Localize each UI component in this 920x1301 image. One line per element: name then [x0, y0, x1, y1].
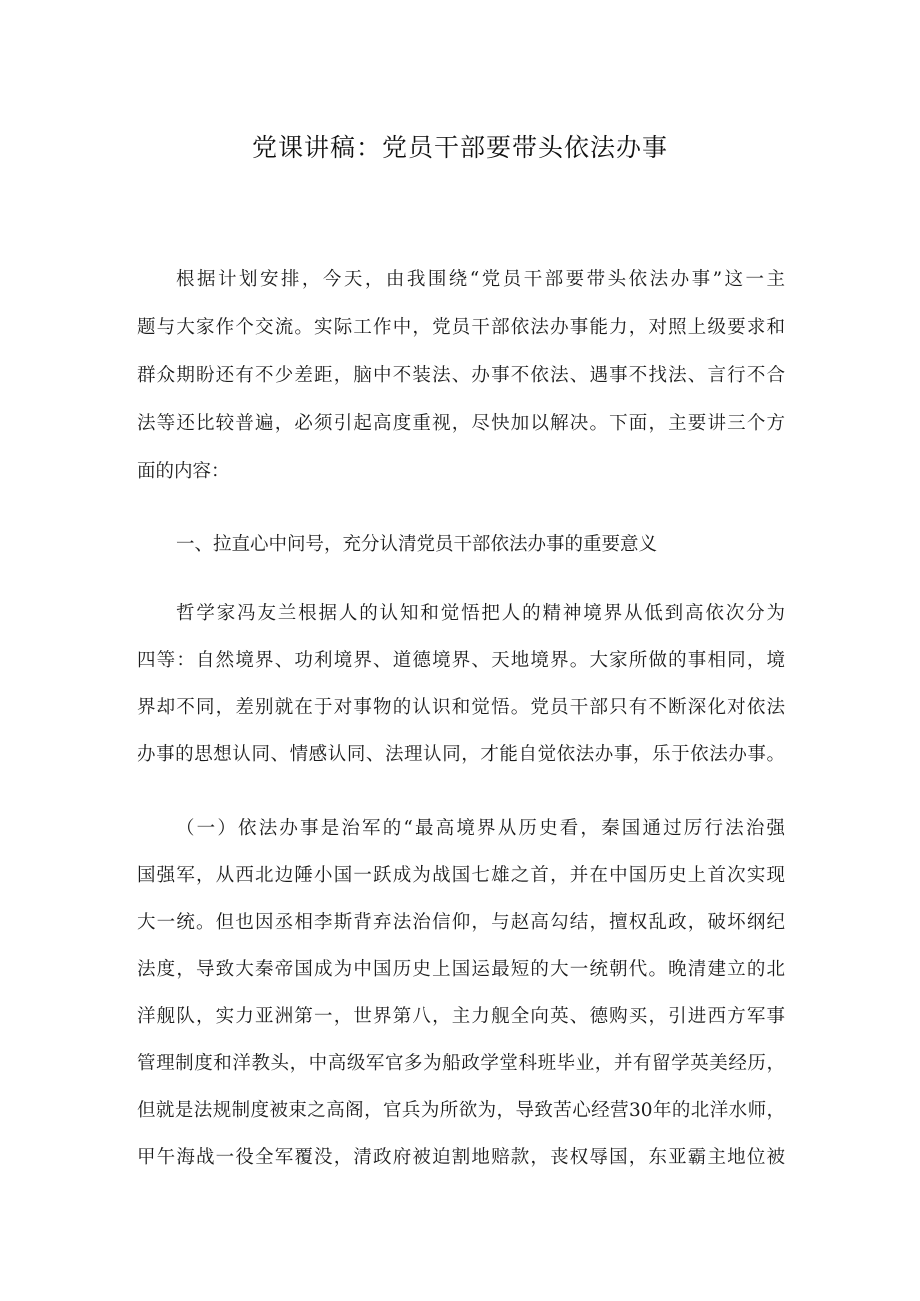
text-line: 根据计划安排，今天，由我围绕“党员干部要带头依法办事”这一主 [176, 269, 785, 290]
text-line: 但就是法规制度被束之高阁，官兵为所欲为，导致苦心经营30年的北洋水师， [137, 1100, 785, 1121]
text-line: 大一统。但也因丞相李斯背弃法治信仰，与赵高勾结，擅权乱政，破坏纲纪 [137, 912, 785, 933]
text-line: 群众期盼还有不少差距，脑中不装法、办事不依法、遇事不找法、言行不合 [137, 365, 785, 386]
text-line: 哲学家冯友兰根据人的认知和觉悟把人的精神境界从低到高依次分为 [176, 603, 785, 624]
text-line: 国强军，从西北边陲小国一跃成为战国七雄之首，并在中国历史上首次实现 [137, 865, 785, 886]
text-line: 法等还比较普遍，必须引起高度重视，尽快加以解决。下面，主要讲三个方 [137, 413, 785, 434]
text-line: 界却不同，差别就在于对事物的认识和觉悟。党员干部只有不断深化对依法 [137, 697, 785, 718]
text-line: 管理制度和洋教头，中高级军官多为船政学堂科班毕业，并有留学英美经历， [137, 1053, 785, 1074]
text-line: 甲午海战一役全军覆没，清政府被迫割地赔款，丧权辱国，东亚霸主地位被 [137, 1147, 785, 1168]
text-line: 办事的思想认同、情感认同、法理认同，才能自觉依法办事，乐于依法办事。 [137, 744, 785, 765]
text-line: 面的内容： [137, 461, 230, 482]
text-line: 四等：自然境界、功利境界、道德境界、天地境界。大家所做的事相同，境 [137, 650, 785, 671]
text-line: 题与大家作个交流。实际工作中，党员干部依法办事能力，对照上级要求和 [137, 317, 785, 338]
text-line: （一）依法办事是治军的“最高境界从历史看，秦国通过厉行法治强 [176, 818, 785, 839]
text-line: 法度，导致大秦帝国成为中国历史上国运最短的大一统朝代。晚清建立的北 [137, 959, 785, 980]
text-line: 洋舰队，实力亚洲第一，世界第八，主力舰全向英、德购买，引进西方军事 [137, 1006, 785, 1027]
document-title: 党课讲稿：党员干部要带头依法办事 [251, 133, 668, 162]
section-heading: 一、拉直心中问号，充分认清党员干部依法办事的重要意义 [176, 534, 658, 555]
